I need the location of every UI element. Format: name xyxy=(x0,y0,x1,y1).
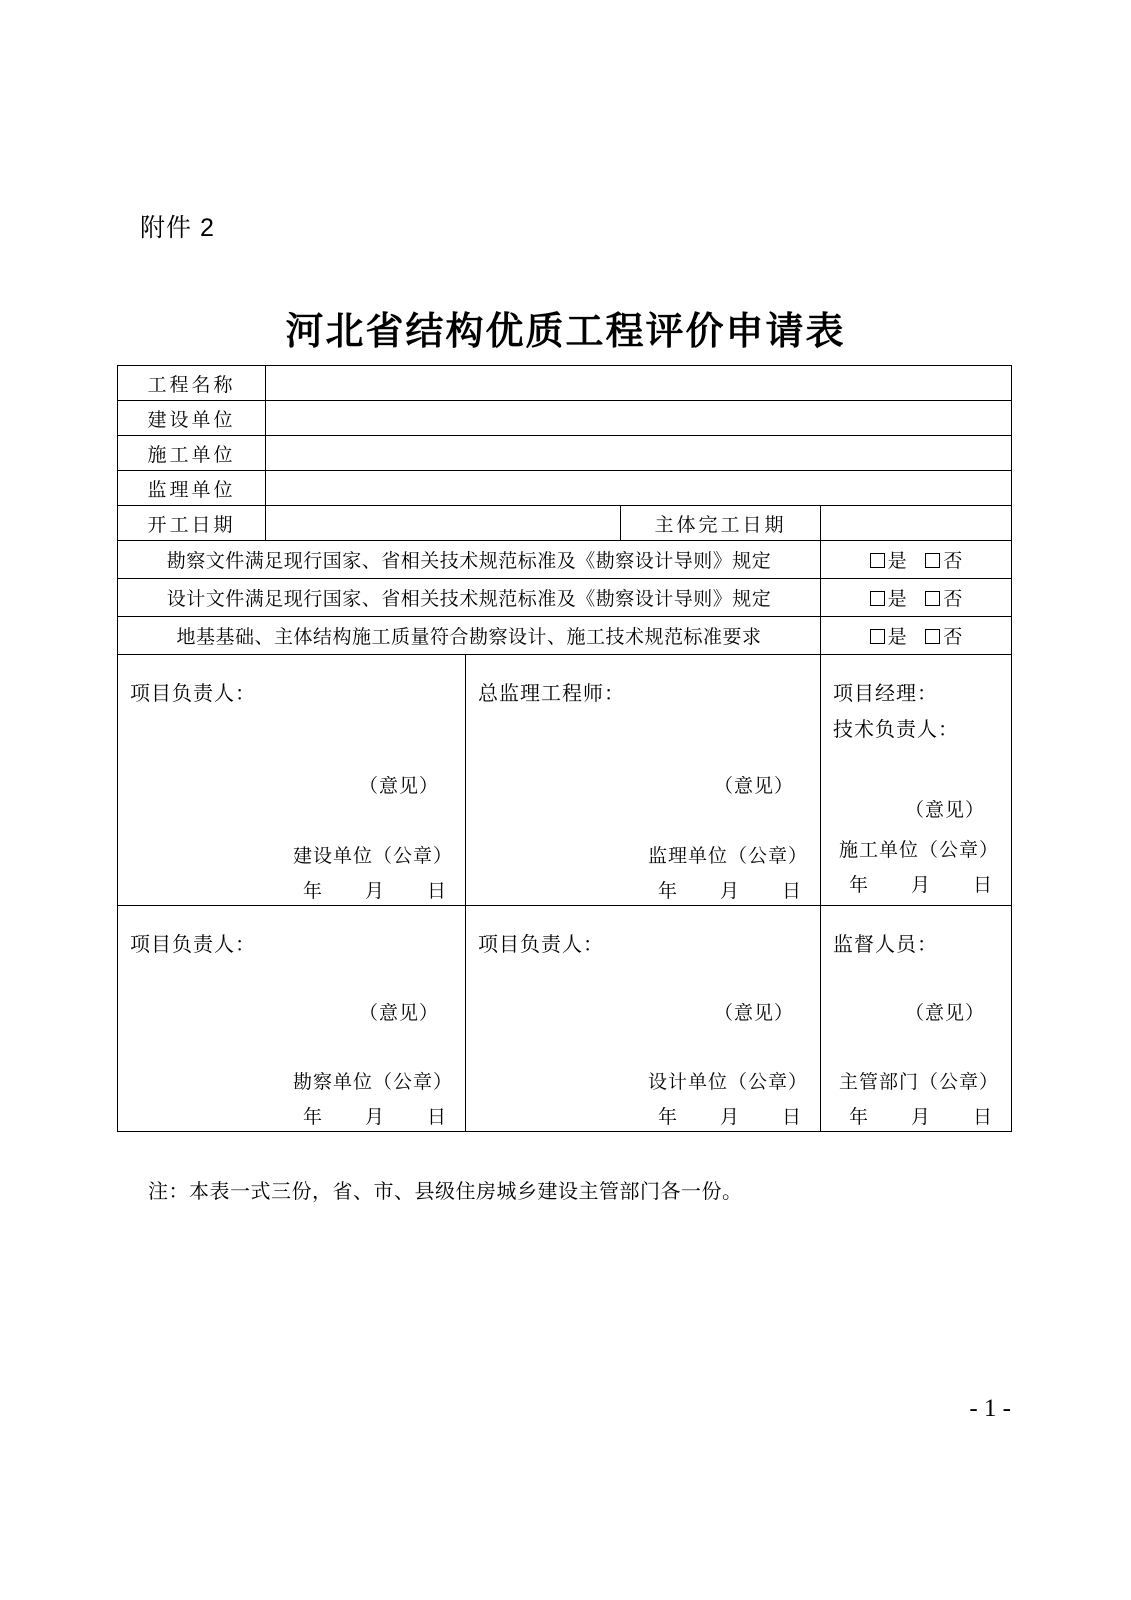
date-year: 年 xyxy=(302,1107,323,1128)
checkbox-icon[interactable] xyxy=(870,553,885,568)
signature-date xyxy=(849,1102,993,1129)
checkbox-yes-2[interactable] xyxy=(870,584,907,611)
page-number: - 1 - xyxy=(969,1395,1011,1422)
signature-person-label: 项目负责人： xyxy=(130,683,256,705)
date-year: 年 xyxy=(657,881,678,902)
requirement-text-1: 勘察文件满足现行国家、省相关技术规范标准及《勘察设计导则》规定 xyxy=(118,541,821,579)
checkbox-yes-3[interactable] xyxy=(870,622,907,649)
form-note: 注：本表一式三份，省、市、县级住房城乡建设主管部门各一份。 xyxy=(148,1181,743,1203)
checkbox-yes-label-2: 是 xyxy=(887,589,907,610)
label-contractor: 施工单位 xyxy=(118,436,266,471)
label-project-name: 工程名称 xyxy=(118,366,266,401)
requirement-text-2: 设计文件满足现行国家、省相关技术规范标准及《勘察设计导则》规定 xyxy=(118,579,821,617)
checkbox-no-label-3: 否 xyxy=(943,627,963,648)
checkbox-icon[interactable] xyxy=(870,629,885,644)
signature-cell-supervisor[interactable] xyxy=(466,655,821,906)
signature-unit: 监理单位（公章） xyxy=(647,846,808,867)
value-construction-owner[interactable] xyxy=(266,401,1012,436)
date-day: 日 xyxy=(426,881,447,902)
signature-date xyxy=(658,1102,802,1129)
signature-cell-survey[interactable] xyxy=(118,906,466,1132)
signature-date xyxy=(303,1102,447,1129)
signature-cell-design[interactable] xyxy=(466,906,821,1132)
date-day: 日 xyxy=(972,875,993,896)
signature-unit: 建设单位（公章） xyxy=(292,846,453,867)
date-month: 月 xyxy=(364,1107,385,1128)
date-day: 日 xyxy=(781,1107,802,1128)
application-form-table xyxy=(117,365,1012,1132)
requirement-text-3: 地基基础、主体结构施工质量符合勘察设计、施工技术规范标准要求 xyxy=(118,617,821,655)
label-start-date: 开工日期 xyxy=(118,506,266,541)
date-day: 日 xyxy=(972,1107,993,1128)
value-project-name[interactable] xyxy=(266,366,1012,401)
signature-unit: 施工单位（公章） xyxy=(838,840,999,861)
date-month: 月 xyxy=(719,881,740,902)
signature-person-label: 监督人员： xyxy=(833,934,938,956)
date-year: 年 xyxy=(848,1107,869,1128)
signature-cell-authority[interactable] xyxy=(821,906,1012,1132)
table-row xyxy=(118,401,1012,436)
date-month: 月 xyxy=(910,875,931,896)
signature-date xyxy=(849,870,993,897)
label-supervisor: 监理单位 xyxy=(118,471,266,506)
table-row xyxy=(118,541,1012,579)
requirement-choice-1[interactable] xyxy=(821,541,1012,579)
checkbox-icon[interactable] xyxy=(925,591,940,606)
table-row xyxy=(118,436,1012,471)
table-row xyxy=(118,366,1012,401)
signature-cell-contractor[interactable] xyxy=(821,655,1012,906)
checkbox-yes-label-1: 是 xyxy=(887,551,907,572)
table-row xyxy=(118,579,1012,617)
signature-person-label: 总监理工程师： xyxy=(478,683,625,705)
table-row xyxy=(118,655,1012,906)
checkbox-icon[interactable] xyxy=(870,591,885,606)
date-month: 月 xyxy=(910,1107,931,1128)
value-start-date[interactable] xyxy=(266,506,621,541)
checkbox-yes-1[interactable] xyxy=(870,546,907,573)
signature-unit: 设计单位（公章） xyxy=(647,1072,808,1093)
checkbox-yes-label-3: 是 xyxy=(887,627,907,648)
value-main-completion-date[interactable] xyxy=(821,506,1012,541)
table-row xyxy=(118,471,1012,506)
requirement-choice-2[interactable] xyxy=(821,579,1012,617)
signature-person-label: 项目负责人： xyxy=(130,934,256,956)
signature-opinion: （意见） xyxy=(904,1003,985,1024)
signature-opinion: （意见） xyxy=(358,776,439,797)
checkbox-no-2[interactable] xyxy=(925,584,962,611)
signature-person-label-2: 技术负责人： xyxy=(833,719,959,741)
value-contractor[interactable] xyxy=(266,436,1012,471)
signature-cell-owner[interactable] xyxy=(118,655,466,906)
attachment-label: 附件 2 xyxy=(140,214,215,242)
signature-unit: 主管部门（公章） xyxy=(838,1072,999,1093)
signature-unit: 勘察单位（公章） xyxy=(292,1072,453,1093)
table-row xyxy=(118,906,1012,1132)
page-title: 河北省结构优质工程评价申请表 xyxy=(285,311,846,353)
label-construction-owner: 建设单位 xyxy=(118,401,266,436)
date-day: 日 xyxy=(781,881,802,902)
signature-person-label: 项目负责人： xyxy=(478,934,604,956)
signature-opinion: （意见） xyxy=(358,1003,439,1024)
checkbox-icon[interactable] xyxy=(925,629,940,644)
table-row xyxy=(118,617,1012,655)
table-row xyxy=(118,506,1012,541)
signature-date xyxy=(658,876,802,903)
signature-opinion: （意见） xyxy=(713,776,794,797)
date-day: 日 xyxy=(426,1107,447,1128)
signature-date xyxy=(303,876,447,903)
date-year: 年 xyxy=(302,881,323,902)
requirement-choice-3[interactable] xyxy=(821,617,1012,655)
date-month: 月 xyxy=(719,1107,740,1128)
signature-opinion: （意见） xyxy=(904,800,985,821)
value-supervisor[interactable] xyxy=(266,471,1012,506)
signature-opinion: （意见） xyxy=(713,1003,794,1024)
date-month: 月 xyxy=(364,881,385,902)
date-year: 年 xyxy=(657,1107,678,1128)
checkbox-no-label-1: 否 xyxy=(943,551,963,572)
checkbox-no-3[interactable] xyxy=(925,622,962,649)
signature-person-label: 项目经理： xyxy=(833,683,938,705)
date-year: 年 xyxy=(848,875,869,896)
checkbox-no-1[interactable] xyxy=(925,546,962,573)
label-main-completion-date: 主体完工日期 xyxy=(621,506,821,541)
checkbox-icon[interactable] xyxy=(925,553,940,568)
checkbox-no-label-2: 否 xyxy=(943,589,963,610)
